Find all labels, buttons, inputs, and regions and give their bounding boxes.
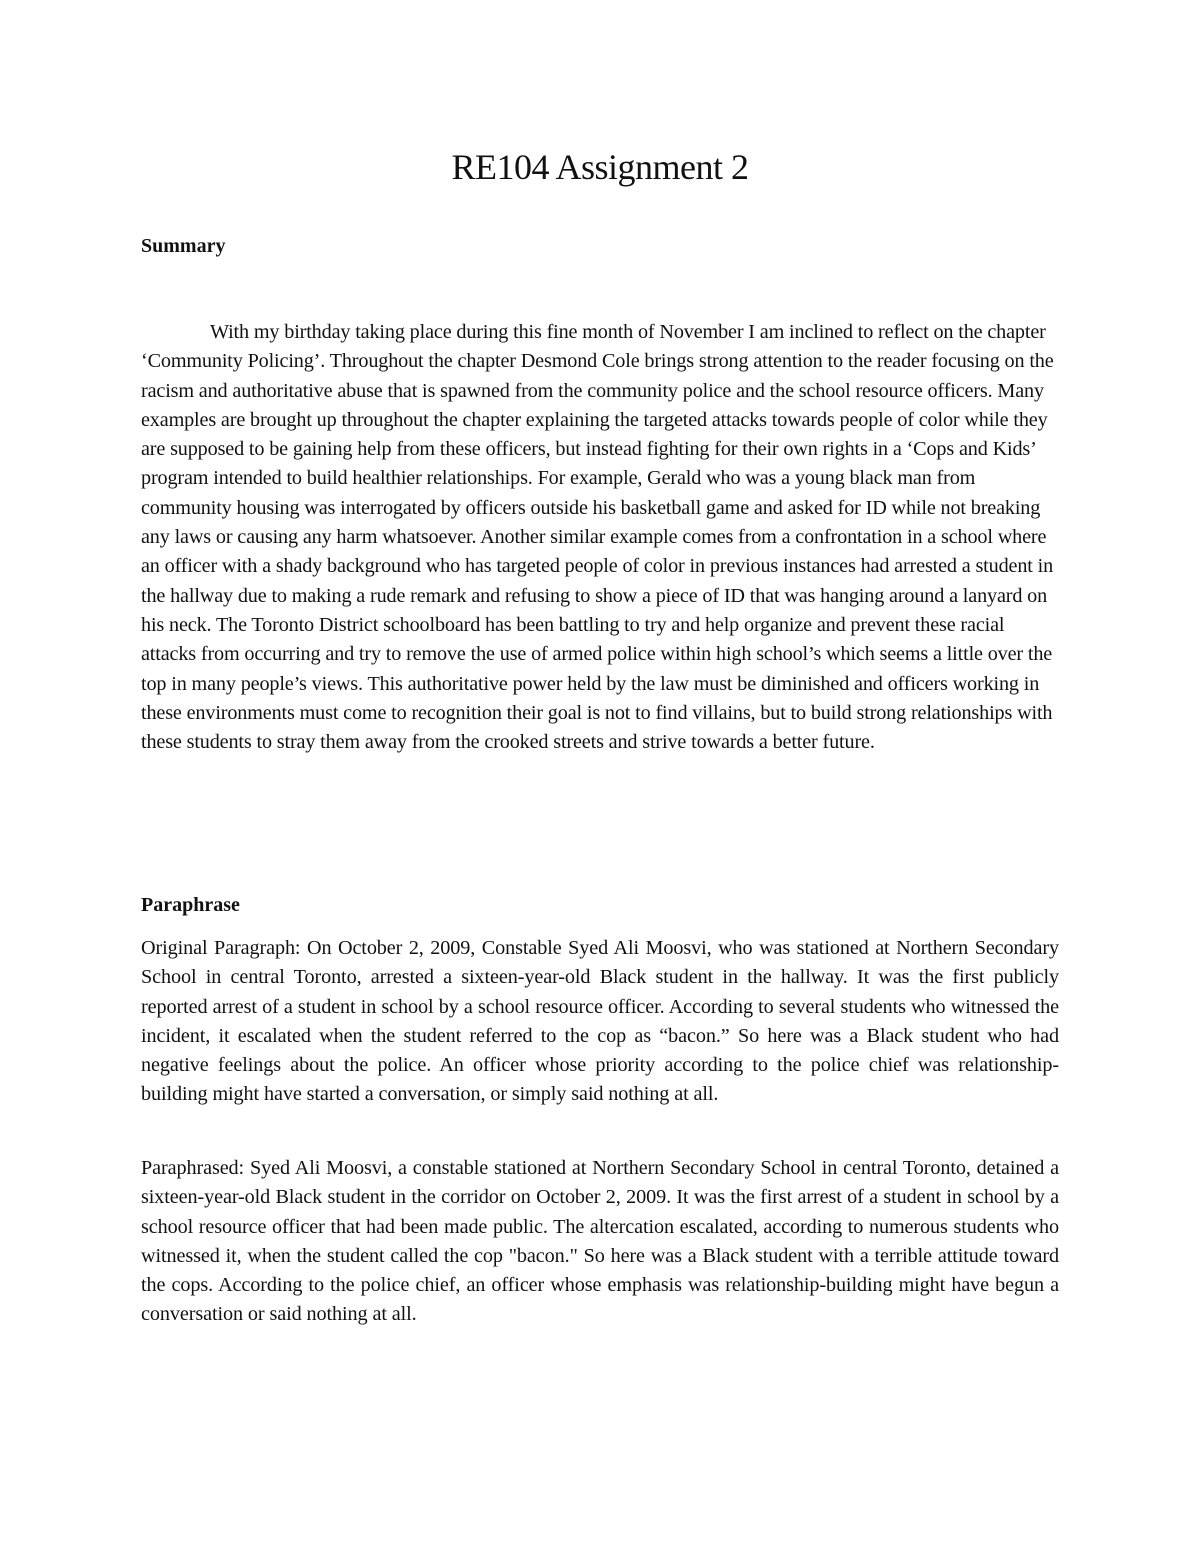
summary-heading: Summary [141, 235, 226, 257]
original-paragraph: Original Paragraph: On October 2, 2009, Constable Syed Ali Moosvi, who was stationed at Northern Secondary School in central Toronto, arrested a sixteen-year-old Black student in the hallway. It was the first publicly reported arrest of a student in school by a school resource officer. According to several students who witnessed the incident, it escalated when the student referred to the cop as “bacon.” So here was a Black student who had negative feelings about the police. An officer whose priority according to the police chief was relationship-building might have started a conversation, or simply said nothing at all. [141, 937, 1059, 1106]
paraphrased-paragraph: Paraphrased: Syed Ali Moosvi, a constable stationed at Northern Secondary School in central Toronto, detained a sixteen-year-old Black student in the corridor on October 2, 2009. It was the first arrest of a student in school by a school resource officer that had been made public. The altercation escalated, according to numerous students who witnessed it, when the student called the cop "bacon." So here was a Black student with a terrible attitude toward the cops. According to the police chief, an officer whose emphasis was relationship-building might have begun a conversation or said nothing at all. [141, 1157, 1059, 1326]
document-title: RE104 Assignment 2 [451, 147, 749, 187]
paraphrase-heading: Paraphrase [141, 894, 240, 916]
summary-paragraph: With my birthday taking place during this fine month of November I am inclined to reflect on the chapter ‘Community Policing’. Throughout the chapter Desmond Cole brings strong attention to the reader focusing on the racism and authoritative abuse that is spawned from the community police and the school resource officers. Many examples are brought up throughout the chapter explaining the targeted attacks towards people of color while they are supposed to be gaining help from these officers, but instead fighting for their own rights in a ‘Cops and Kids’ program intended to build healthier relationships. For example, Gerald who was a young black man from community housing was interrogated by officers outside his basketball game and asked for ID while not breaking any laws or causing any harm whatsoever. Another similar example comes from a confrontation in a school where an officer with a shady background who has targeted people of color in previous instances had arrested a student in the hallway due to making a rude remark and refusing to show a piece of ID that was hanging around a lanyard on his neck. The Toronto District schoolboard has been battling to try and help organize and prevent these racial attacks from occurring and try to remove the use of armed police within high school’s which seems a little over the top in many people’s views. This authoritative power held by the law must be diminished and officers working in these environments must come to recognition their goal is not to find villains, but to build strong relationships with these students to stray them away from the crooked streets and strive towards a better future. [141, 321, 1054, 754]
